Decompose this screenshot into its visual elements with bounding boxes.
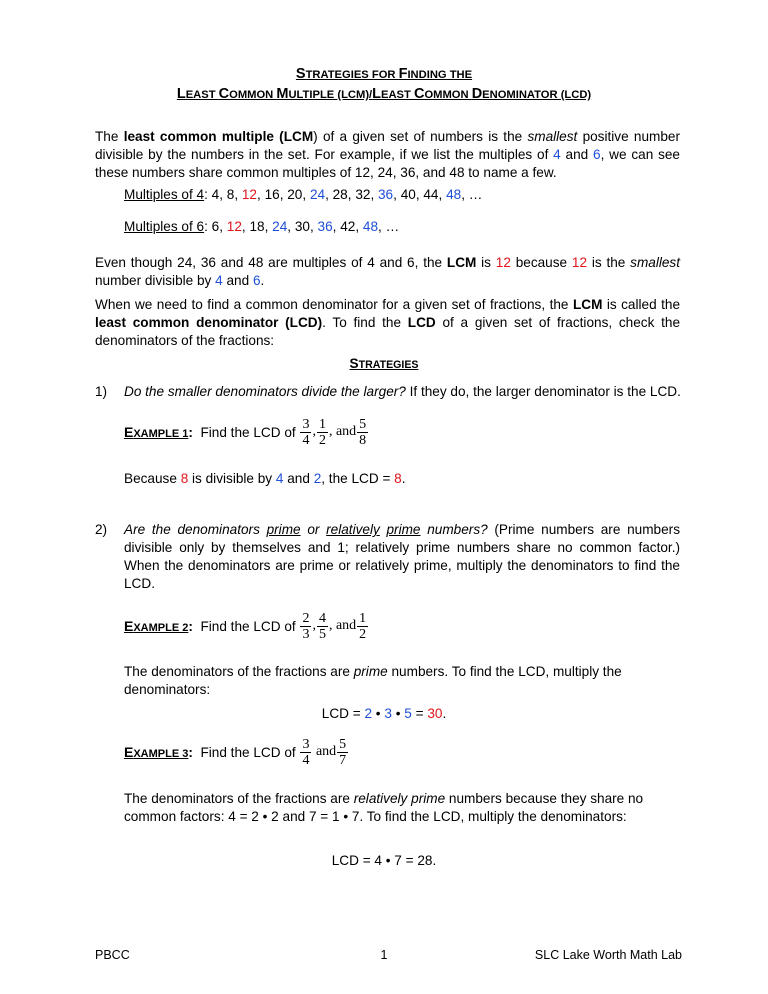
example-3-result: LCD = 4 • 7 = 28.	[331, 853, 437, 868]
fraction-4-5: $\frac{4}{5}$	[318, 610, 326, 642]
title-line-2: LEAST COMMON MULTIPLE (LCM)/LEAST COMMON DENOMINATOR (LCD)	[176, 86, 592, 102]
lcd-definition-paragraph: When we need to find a common denominator for a given set of fractions, the LCM is called the least common denominator (LCD). To find the LCD of a given set of fractions, check the denominators of the fractions:	[95, 297, 681, 348]
strategy-1-text: Do the smaller denominators divide the larger? If they do, the larger denominator is the LCD.	[124, 384, 681, 399]
title-line-1: STRATEGIES FOR FINDING THE	[295, 66, 473, 82]
example-2-result: LCD = 2 • 3 • 5 = 30.	[321, 706, 447, 721]
example-1: EXAMPLE 1: Find the LCD of $\frac{3}{4}$ , $\frac{1}{2}$ , and $\frac{5}{8}$	[124, 416, 367, 448]
fraction-2-3: $\frac{2}{3}$	[302, 610, 310, 642]
example-2-description: The denominators of the fractions are prime numbers. To find the LCD, multiply the denominators:	[124, 664, 622, 697]
footer-right: SLC Lake Worth Math Lab	[534, 948, 682, 962]
multiples-of-4: Multiples of 4: 4, 8, 12, 16, 20, 24, 28, 32, 36, 40, 44, 48, …	[124, 187, 483, 202]
strategies-heading: STRATEGIES	[349, 356, 419, 371]
example-3: EXAMPLE 3: Find the LCD of $\frac{3}{4}$ and $\frac{5}{7}$	[124, 736, 347, 768]
fraction-5-7: $\frac{5}{7}$	[339, 736, 347, 768]
intro-paragraph: The least common multiple (LCM) of a given set of numbers is the smallest positive number divisible by the numbers in the set. For example, if we list the multiples of 4 and 6, we can see these numbers share common multiples of 12, 24, 36, and 48 to name a few.	[95, 129, 681, 180]
example-3-description: The denominators of the fractions are relatively prime numbers because they share no common factors: 4 = 2 • 2 and 7 = 1 • 7. To find the LCD, multiply the denominators:	[124, 791, 644, 824]
example-2: EXAMPLE 2: Find the LCD of $\frac{2}{3}$ , $\frac{4}{5}$ , and $\frac{1}{2}$	[124, 610, 367, 642]
example-1-label: EXAMPLE 1: Find the LCD of	[124, 424, 296, 440]
fraction-3-4: $\frac{3}{4}$	[302, 416, 310, 448]
example-3-label: EXAMPLE 3: Find the LCD of	[124, 744, 296, 760]
fraction-5-8: $\frac{5}{8}$	[359, 416, 367, 448]
strategy-1-number: 1)	[95, 384, 108, 399]
strategy-2-text: Are the denominators prime or relatively prime numbers? (Prime numbers are numbers divisible only by themselves and 1; relatively prime numbers share no common factor.) When the denominators are prime or relatively prime, multiply the denominators to find the LCD.	[124, 522, 681, 591]
example-1-result: Because 8 is divisible by 4 and 2, the LCD = 8.	[124, 471, 406, 486]
fraction-3-4: $\frac{3}{4}$	[302, 736, 310, 768]
lcm-explanation-paragraph: Even though 24, 36 and 48 are multiples of 4 and 6, the LCM is 12 because 12 is the smallest number divisible by 4 and 6.	[95, 255, 681, 288]
example-2-label: EXAMPLE 2: Find the LCD of	[124, 618, 296, 634]
page-number: 1	[380, 948, 388, 962]
fraction-1-2: $\frac{1}{2}$	[318, 416, 326, 448]
strategy-2-number: 2)	[95, 522, 108, 537]
fraction-1-2: $\frac{1}{2}$	[359, 610, 367, 642]
footer-left: PBCC	[95, 948, 130, 962]
multiples-of-6: Multiples of 6: 6, 12, 18, 24, 30, 36, 42, 48, …	[124, 219, 400, 234]
